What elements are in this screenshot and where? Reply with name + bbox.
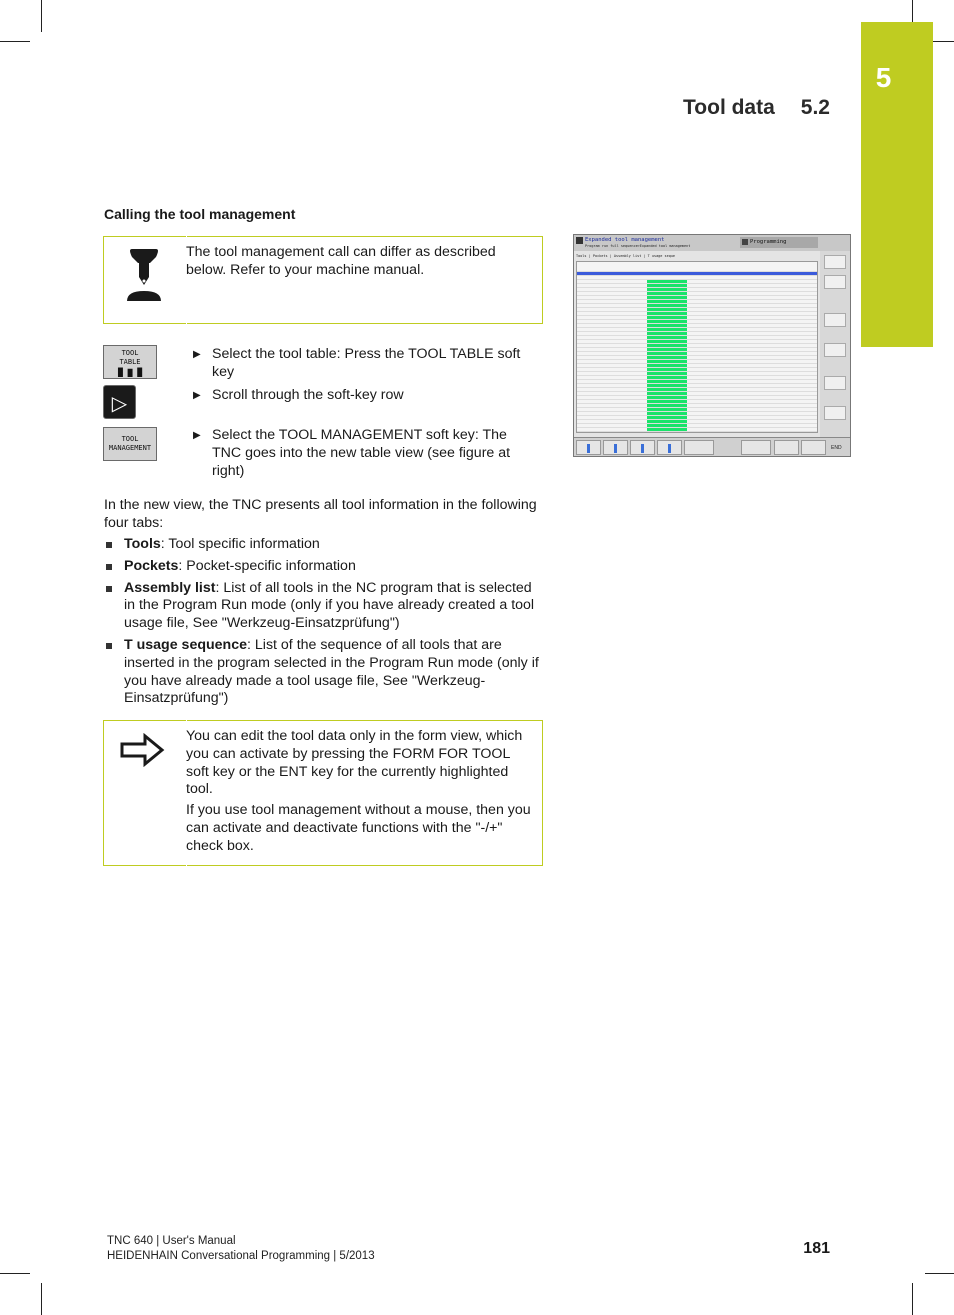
bullet-icon xyxy=(106,586,112,592)
side-softkey xyxy=(824,313,846,327)
step-item xyxy=(193,427,538,480)
step-arrow-icon: ▶ xyxy=(193,430,201,441)
magazine-cell xyxy=(647,364,687,367)
magazine-cell xyxy=(647,384,687,387)
chapter-number: 5 xyxy=(875,62,892,93)
list-item xyxy=(104,536,544,554)
magazine-cell xyxy=(647,292,687,295)
crop-mark xyxy=(0,41,30,42)
magazine-cell xyxy=(647,340,687,343)
softkey-label: TABLE xyxy=(119,358,141,366)
softkey xyxy=(774,440,799,455)
tab-description: : List of the sequence of all tools that are inserted in the program selected in the Program Run mode (only if you have already made a tool usage file, See "Werkzeug-Einsatzprüfung") xyxy=(124,636,539,707)
right-arrow-icon xyxy=(119,733,165,767)
magazine-cell xyxy=(647,392,687,395)
footer-line: TNC 640 | User's Manual xyxy=(107,1235,236,1247)
note-text xyxy=(186,244,526,283)
crop-mark xyxy=(925,1273,954,1274)
crop-mark xyxy=(0,1273,30,1274)
magazine-cell xyxy=(647,396,687,399)
softkey xyxy=(741,440,771,455)
softkey xyxy=(801,440,826,455)
side-softkey xyxy=(824,255,846,269)
magazine-cell xyxy=(647,360,687,363)
tab-list xyxy=(104,536,544,712)
magazine-cell xyxy=(647,320,687,323)
magazine-cell xyxy=(647,348,687,351)
softkey-label: TOOL xyxy=(121,435,139,443)
screenshot-side-panel xyxy=(820,251,850,437)
bullet-icon xyxy=(106,542,112,548)
end-softkey-label: END xyxy=(831,445,842,451)
tab-description: : Tool specific information xyxy=(160,536,320,552)
step-text: Scroll through the soft-key row xyxy=(212,387,404,403)
magazine-cell xyxy=(647,376,687,379)
magazine-cell xyxy=(647,312,687,315)
step-arrow-icon: ▶ xyxy=(193,390,201,401)
magazine-cell xyxy=(647,356,687,359)
magazine-cell xyxy=(647,408,687,411)
machine-manual-icon xyxy=(124,247,164,303)
softkey xyxy=(603,440,628,455)
bullet-icon xyxy=(106,643,112,649)
screenshot-logo-icon xyxy=(576,237,583,244)
magazine-cell xyxy=(647,404,687,407)
mode-icon xyxy=(742,239,748,245)
magazine-cell xyxy=(647,432,687,433)
header-section: 5.2 xyxy=(800,96,830,119)
screenshot-table-row xyxy=(577,432,817,433)
page-number: 181 xyxy=(803,1240,830,1257)
screenshot-subtitle: Program run full sequence>Expanded tool management xyxy=(585,244,691,248)
crop-mark xyxy=(41,0,42,32)
step-text: Select the tool table: Press the TOOL TABLE soft key xyxy=(212,346,521,380)
note-paragraph: If you use tool management without a mouse, then you can activate and deactivate functions with the "-/+" check box. xyxy=(186,802,531,854)
magazine-cell xyxy=(647,296,687,299)
screenshot-titlebar xyxy=(574,235,850,251)
crop-mark xyxy=(912,0,913,22)
magazine-cell xyxy=(647,324,687,327)
magazine-cell xyxy=(647,400,687,403)
intro-paragraph: In the new view, the TNC presents all tool information in the following four tabs: xyxy=(104,497,537,531)
note-paragraph: You can edit the tool data only in the form view, which you can activate by pressing the FORM FOR TOOL soft key or the ENT key for the currently highlighted tool. xyxy=(186,728,523,798)
magazine-cell xyxy=(647,424,687,427)
tab-description: : Pocket-specific information xyxy=(178,557,356,574)
step-item xyxy=(193,387,538,405)
crop-mark xyxy=(912,1283,913,1315)
magazine-cell xyxy=(647,428,687,431)
side-softkey xyxy=(824,376,846,390)
screenshot-mode xyxy=(740,237,818,248)
scroll-softkey-row-key[interactable] xyxy=(103,385,136,419)
softkey xyxy=(576,440,601,455)
side-softkey xyxy=(824,343,846,357)
side-softkey xyxy=(824,406,846,420)
magazine-cell xyxy=(647,304,687,307)
tip-note xyxy=(103,720,543,866)
step-item xyxy=(193,346,538,382)
magazine-cell xyxy=(647,300,687,303)
tab-description: : List of all tools in the NC program that is selected in the Program Run mode (only if you have already created a tool usage file, See "Werkzeug-Einsatzprüfung") xyxy=(124,579,535,632)
magazine-cell xyxy=(647,416,687,419)
tab-name: Assembly list xyxy=(124,579,216,596)
screenshot-tabs: Tools | Pockets | Assembly list | T usage seque xyxy=(576,254,676,258)
tool-management-screenshot xyxy=(573,234,851,457)
note-text xyxy=(186,728,531,859)
running-header xyxy=(650,96,830,120)
magazine-cell xyxy=(647,368,687,371)
section-heading: Calling the tool management xyxy=(104,206,296,222)
crop-mark xyxy=(41,1283,42,1315)
softkey-label: MANAGEMENT xyxy=(108,444,152,452)
bullet-icon xyxy=(106,564,112,570)
magazine-cell xyxy=(647,316,687,319)
tab-name: T usage sequence xyxy=(124,636,248,653)
magazine-cell xyxy=(647,380,687,383)
screenshot-table xyxy=(576,261,818,433)
footer xyxy=(107,1234,375,1264)
footer-line: HEIDENHAIN Conversational Programming | 5/2013 xyxy=(107,1250,375,1262)
magazine-cell xyxy=(647,288,687,291)
play-icon: ▷ xyxy=(111,391,128,415)
list-item xyxy=(104,558,544,576)
header-title: Tool data xyxy=(683,96,775,119)
screenshot-softkey-bar xyxy=(574,437,850,457)
step-arrow-icon: ▶ xyxy=(193,349,201,360)
tool-icon: █ ▇ █ xyxy=(117,368,143,377)
magazine-cell xyxy=(647,388,687,391)
softkey xyxy=(630,440,655,455)
magazine-cell xyxy=(647,328,687,331)
chapter-tab xyxy=(861,22,933,347)
magazine-cell xyxy=(647,280,687,283)
list-item xyxy=(104,637,544,708)
magazine-cell xyxy=(647,332,687,335)
mode-label: Programming xyxy=(750,239,787,245)
tool-management-softkey[interactable] xyxy=(103,427,157,461)
screenshot-title: Expanded tool management xyxy=(585,237,665,243)
magazine-cell xyxy=(647,308,687,311)
magazine-cell xyxy=(647,352,687,355)
magazine-cell xyxy=(647,344,687,347)
list-item xyxy=(104,580,544,633)
tool-table-softkey[interactable] xyxy=(103,345,157,379)
side-softkey xyxy=(824,275,846,289)
tab-name: Pockets xyxy=(124,557,179,574)
softkey xyxy=(684,440,714,455)
softkey-label: TOOL xyxy=(121,349,139,357)
note-paragraph: The tool management call can differ as described below. Refer to your machine manual. xyxy=(186,244,496,278)
magazine-cell xyxy=(647,284,687,287)
magazine-cell xyxy=(647,420,687,423)
tab-name: Tools xyxy=(124,536,161,552)
magazine-cell xyxy=(647,372,687,375)
step-text: Select the TOOL MANAGEMENT soft key: The TNC goes into the new table view (see figure at right) xyxy=(212,427,511,479)
machine-manual-note xyxy=(103,236,543,324)
softkey xyxy=(657,440,682,455)
magazine-cell xyxy=(647,412,687,415)
magazine-cell xyxy=(647,336,687,339)
